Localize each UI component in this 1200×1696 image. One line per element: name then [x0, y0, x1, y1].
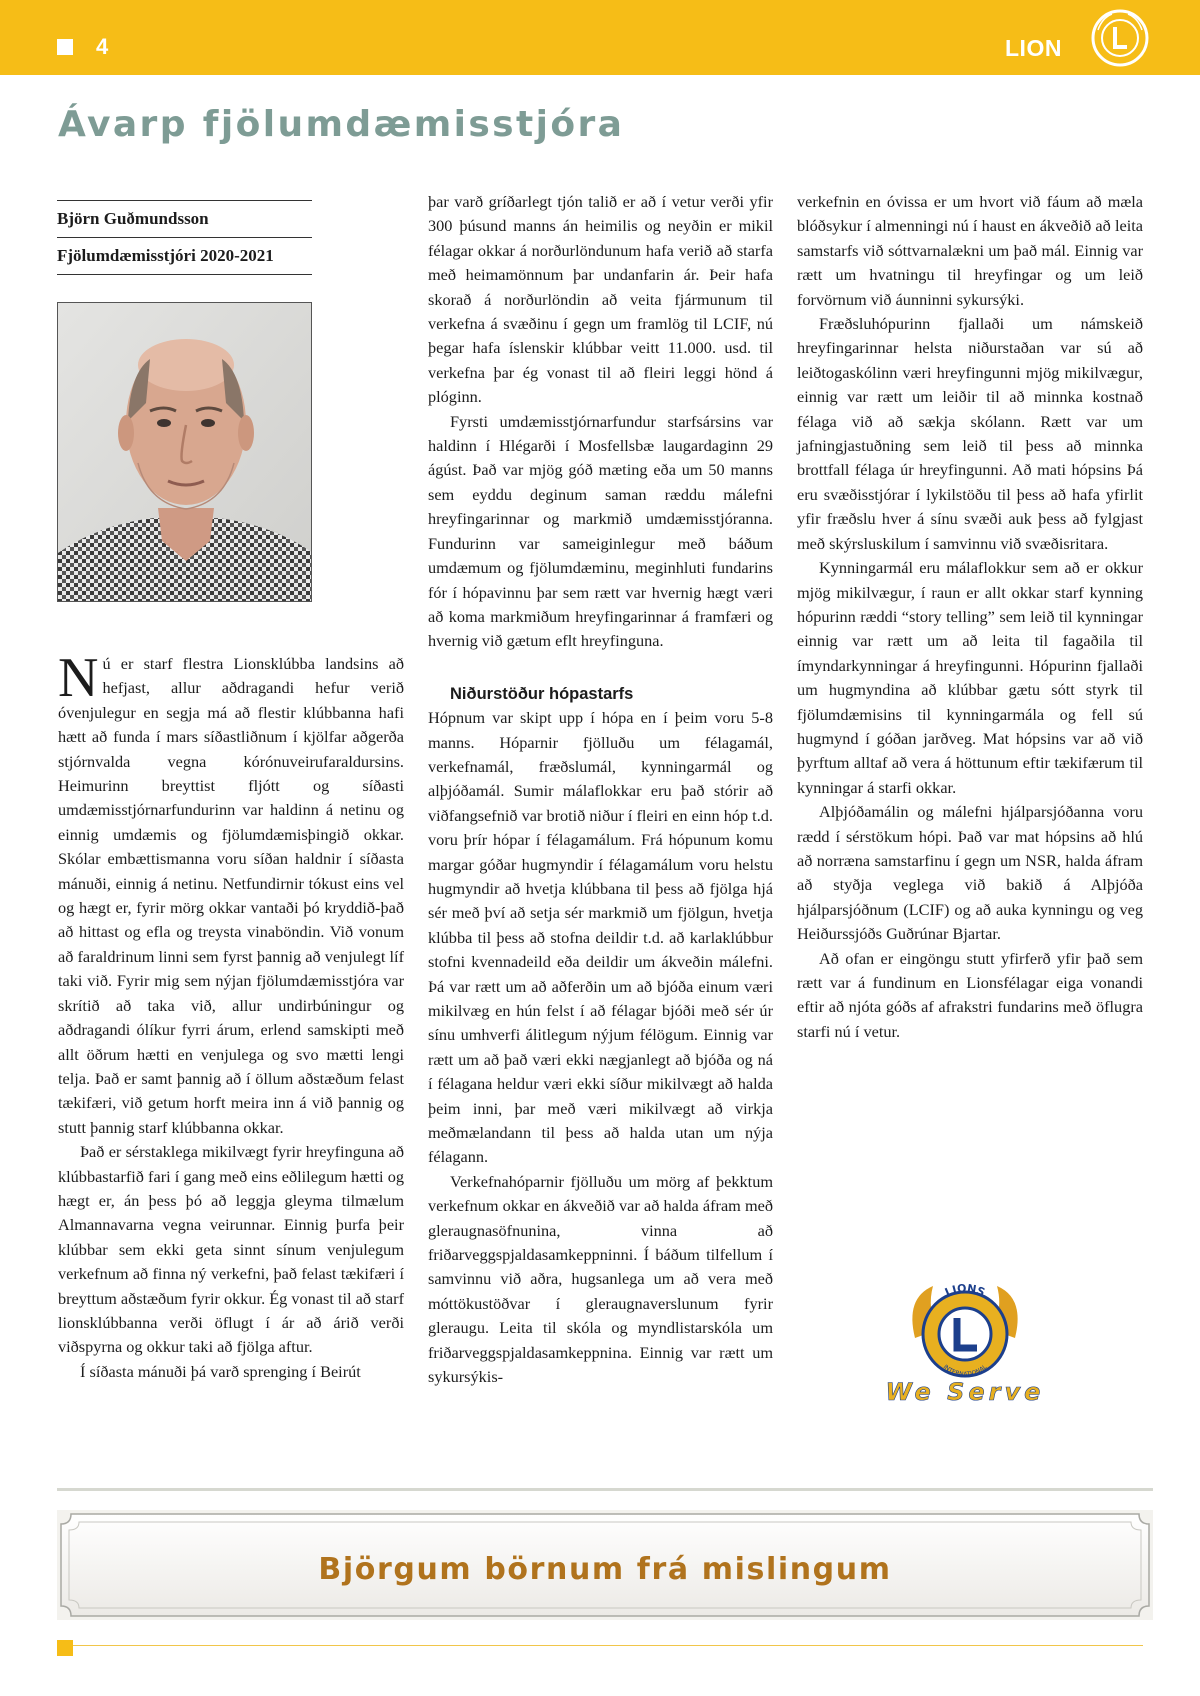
- paragraph: Það er sérstaklega mikilvægt fyrir hreyfinguna að klúbbastarfið fari í gang með eins eðlilegum hætti og hægt er, án þess þó að leggja gleyma tilmælum Almannavarna vegna veirunnar. Einnig þurfa þeir klúbbar sem ekki geta sinnt sínum venjulegum verkefnum að finna ný verkefni, það felast tækifæri í breyttum aðstæðum fyrir okkur. Ég vonast til að starf lionsklúbbanna verði öflugt í ár að árið verði viðspyrna og okkur taki að fjölga aftur.: [58, 1142, 404, 1357]
- article-column-2: [428, 190, 773, 1390]
- author-role: Fjölumdæmisstjóri 2020-2021: [57, 246, 274, 265]
- drop-cap: N: [58, 647, 99, 709]
- page-number: 4: [96, 34, 109, 59]
- paragraph: Verkefnahóparnir fjölluðu um mörg af þekktum verkefnum okkar en ákveðið var að halda áfram með gleraugnasöfnunina, vinna að friðarveggspjaldasamkeppninni. Í báðum tilfellum í samvinnu við aðra, hugsanlega um að vera með móttökustöðvar í gleraugnaverslunum fyrir gleraugu. Leita til skóla og myndlistarskóla um friðarveggspjaldasamkeppnina. Einnig var rætt um sykursýkis-: [428, 1171, 773, 1387]
- author-box: [57, 200, 312, 275]
- lions-emblem-icon: [1090, 8, 1150, 68]
- page-marker-square: [57, 39, 73, 55]
- logo-motto: We Serve: [885, 1378, 1045, 1406]
- logo-ring-bottom: INTERNATIONAL: [941, 1363, 989, 1379]
- divider: [57, 274, 312, 275]
- section-heading: Niðurstöður hópastarfs: [450, 684, 634, 703]
- paragraph: Fyrsti umdæmisstjórnarfundur starfsársins var haldinn í Hlégarði í Mosfellsbæ laugardaginn 29 ágúst. Það var mjög góð mæting eða um 50 manns sem eyddu deginum saman ræddu málefni hreyfingarinnar og markmið umdæmisstjóranna. Fundurinn var sameiginlegur með báðum umdæmum og fjölumdæminu, meginhluti fundarins fór í hópavinnu þar sem rætt var hvernig hægt væri að koma markmiðum hreyfingarinnar á framfæri og hvernig við gætum eflt hreyfinguna.: [428, 411, 773, 651]
- divider: [57, 1488, 1153, 1491]
- banner: [57, 1510, 1153, 1620]
- paragraph: Fræðsluhópurinn fjallaði um námskeið hreyfingarinnar helsta niðurstaðan var sú að leiðtogaskólinn væri hreyfingunni mjög mikilvægur, einnig var rætt um leiðir til að minnka kostnað félaga við að sækja skólann. Rætt var um jafningjastuðning sem leið til þess að minnka brottfall félaga úr hreyfingunni. Að mati hópsins Þá eru svæðisstjórar í lykilstöðu til þess að hafa yfirlit yfir fræðslu hver á sínu svæði auk þess að fylgjast með skýrsluskilum í samvinnu við svæðisritara.: [797, 314, 1143, 553]
- author-portrait: [57, 302, 312, 602]
- paragraph: verkefnin en óvissa er um hvort við fáum að mæla blóðsykur í almenningi nú í haust en ákveðið að leita samstarfs við sóttvarnalækni um það mál. Einnig var rætt um hvatningu til hreyfingar og um leið forvörnum við áunninni sykursýki.: [797, 192, 1143, 309]
- magazine-name: LION: [1005, 35, 1062, 61]
- page-marker-square: [57, 1640, 73, 1656]
- paragraph: Í síðasta mánuði þá varð sprenging í Beirút: [80, 1361, 361, 1381]
- paragraph: Alþjóðamálin og málefni hjálparsjóðanna voru rædd í sérstökum hópi. Það var mat hópsins að hlú að norræna samstarfinu í gegn um NSR, halda áfram að styðja veglega við bakið á Alþjóða hjálparsjóðnum (LCIF) og að auka kynningu og veg Heiðurssjóðs Guðrúnar Bjartar.: [797, 802, 1143, 944]
- author-name: Björn Guðmundsson: [57, 209, 209, 228]
- logo-ring-top: LIONS: [942, 1281, 987, 1300]
- article-column-1: [58, 647, 404, 1384]
- lions-we-serve-logo: [875, 1278, 1055, 1408]
- paragraph: þar varð gríðarlegt tjón talið er að í vetur verði yfir 300 þúsund manns án heimilis og neyðin er mikil félagar okkar á norðurlöndunum hafa verið að starfa með heimamönnum þar undanfarin ár. Þeir hafa skorað á norðurlöndin að veita fjármunum til verkefna á svæðinu í gegn um framlög til LCIF, nú þegar hafa íslenskir klúbbar veitt 11.000. usd. til verkefna þar ég vonast til að fleiri leggi hönd á plóginn.: [428, 192, 773, 407]
- banner-headline: Björgum börnum frá mislingum: [318, 1552, 892, 1587]
- paragraph: Hópnum var skipt upp í hópa en í þeim voru 5-8 manns. Hóparnir fjölluðu um félagamál, verkefnamál, fræðslumál, kynningarmál og alþjóðamál. Sumir málaflokkar eru það stórir að viðfangsefnið var brotið niður í fleiri en einn hóp t.d. voru þrír hópar í félagamálum. Frá hópunum komu margar góðar hugmyndir í félagamálum voru helstu hugmyndir að hvetja klúbbana til þess að fjölga hjá sér með því að setja sér markmið um fjölgun, hvetja klúbba til þess að stofna deildir t.d. að karlaklúbbur stofni kvennadeild eða deildir um ákveðin málefni. Þá var rætt um að aðferðin um að bjóða einum væri mikilvæg en hún felst í að félagar bjóði með sér úr sínu umhverfi álitlegum nýjum félögum. Einnig var rætt um að það væri ekki nægjanlegt að bjóða og ná í félagana heldur væri ekki síður mikilvægt að halda þeim inni, þar með væri mikilvægt að virkja meðmælandann til þess að halda utan um nýja félagann.: [428, 708, 773, 1167]
- divider: [57, 1645, 1143, 1646]
- paragraph: Nú er starf flestra Lionsklúbba landsins að hefjast, allur aðdragandi hefur verið óvenjulegur en segja má að flestir klúbbanna hafi hætt að funda í mars síðastliðnum í kjölfar aðgerða stjórnvalda vegna kórónuveirufaraldursins. Heimurinn breyttist fljótt og síðasti umdæmisstjórnarfundurinn var haldinn á netinu og einnig umdæmis og fjölumdæmisþingið okkar. Skólar embættismanna voru síðan haldnir í síðasta mánuði, einnig á netinu. Netfundirnir tókust eins vel og hægt er, fyrir mörg okkar vantaði þó kryddið-það að hittast og efla og treysta vinaböndin. Við vonum að faraldrinum linni sem fyrst þannig að venjulegt líf taki við. Fyrir mig sem nýjan fjölumdæmisstjóra var skrítið að taka við, allur undirbúningur og aðdragandi ólíkur fyrri árum, erlend samskipti með allt öðrum hætti en venjulega og svo mætti lengi telja. Það er samt þannig að í öllum aðstæðum felast tækifæri, við getum horft meira inn á við þannig og stutt þannig starf klúbbanna okkar.: [58, 647, 404, 1137]
- paragraph: Að ofan er eingöngu stutt yfirferð yfir það sem rætt var á fundinum en Lionsfélagar eiga vonandi eftir að njóta góðs af afrakstri fundarins með öflugra starfi nú í vetur.: [797, 948, 1143, 1041]
- article-title: Ávarp fjölumdæmisstjóra: [58, 104, 625, 145]
- article-column-3: [797, 190, 1143, 1044]
- paragraph: Kynningarmál eru málaflokkur sem að er okkur mjög mikilvægur, í raun er allt okkar starf kynning hópurinn ræddi “story telling” sem leið til kynningar einnig var rætt um að leita til fagaðila til ímyndarkynningar á hreyfingunni. Hópurinn fjallaði um hugmyndina að klúbbar gætu sótt styrk til fjölumdæmisins til kynningarmála og fell sú hugmynd í góðan jarðveg. Mat hópsins var að við þyrftum alltaf að vera á höttunum eftir tækifærum til kynningar á starfi okkar.: [797, 558, 1143, 797]
- header-bar: [0, 0, 1200, 75]
